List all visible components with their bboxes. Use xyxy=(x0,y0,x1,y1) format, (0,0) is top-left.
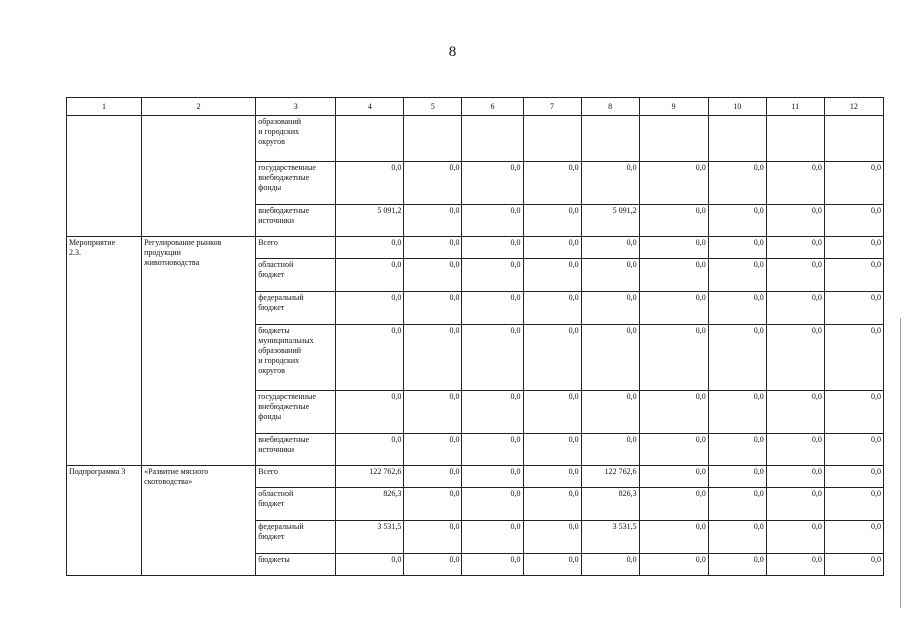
value-cell: 0,0 xyxy=(824,259,883,292)
funding-source-cell: федеральный бюджет xyxy=(256,521,336,554)
value-cell: 122 762,6 xyxy=(581,466,639,488)
value-cell: 0,0 xyxy=(404,488,462,521)
funding-source-cell: государственные внебюджетные фонды xyxy=(256,391,336,434)
value-cell: 0,0 xyxy=(824,325,883,391)
value-cell xyxy=(404,116,462,162)
value-cell: 0,0 xyxy=(523,237,581,259)
value-cell: 0,0 xyxy=(523,292,581,325)
value-cell: 0,0 xyxy=(581,391,639,434)
value-cell: 0,0 xyxy=(462,554,523,576)
value-cell: 0,0 xyxy=(523,162,581,205)
value-cell: 0,0 xyxy=(523,521,581,554)
value-cell: 0,0 xyxy=(404,237,462,259)
value-cell: 0,0 xyxy=(708,325,766,391)
column-header: 6 xyxy=(462,98,523,116)
value-cell: 0,0 xyxy=(336,554,404,576)
value-cell: 0,0 xyxy=(462,434,523,466)
value-cell: 0,0 xyxy=(336,162,404,205)
value-cell: 0,0 xyxy=(462,391,523,434)
value-cell: 0,0 xyxy=(766,237,824,259)
value-cell: 0,0 xyxy=(581,325,639,391)
value-cell: 0,0 xyxy=(639,466,708,488)
value-cell: 0,0 xyxy=(336,292,404,325)
value-cell: 0,0 xyxy=(766,488,824,521)
value-cell: 0,0 xyxy=(336,259,404,292)
value-cell: 0,0 xyxy=(639,259,708,292)
funding-source-cell: государственные внебюджетные фонды xyxy=(256,162,336,205)
value-cell: 0,0 xyxy=(523,554,581,576)
value-cell: 0,0 xyxy=(824,466,883,488)
value-cell: 0,0 xyxy=(404,391,462,434)
value-cell: 0,0 xyxy=(462,205,523,237)
value-cell xyxy=(708,116,766,162)
value-cell: 0,0 xyxy=(404,521,462,554)
value-cell: 0,0 xyxy=(639,325,708,391)
value-cell: 0,0 xyxy=(404,162,462,205)
column-header: 4 xyxy=(336,98,404,116)
funding-source-cell: бюджеты муниципальных образований и городских округов xyxy=(256,325,336,391)
value-cell: 0,0 xyxy=(766,325,824,391)
value-cell: 0,0 xyxy=(708,205,766,237)
value-cell xyxy=(766,116,824,162)
value-cell: 0,0 xyxy=(824,292,883,325)
column-header: 5 xyxy=(404,98,462,116)
value-cell: 0,0 xyxy=(462,521,523,554)
value-cell: 0,0 xyxy=(824,205,883,237)
column-header: 2 xyxy=(142,98,256,116)
value-cell: 0,0 xyxy=(581,259,639,292)
value-cell: 5 091,2 xyxy=(336,205,404,237)
budget-table xyxy=(66,97,884,576)
value-cell: 0,0 xyxy=(404,205,462,237)
program-title-cell: «Развитие мясного скотоводства» xyxy=(142,466,256,576)
value-cell: 0,0 xyxy=(824,554,883,576)
value-cell: 0,0 xyxy=(708,292,766,325)
program-title-cell xyxy=(142,116,256,237)
table-row xyxy=(67,237,884,259)
value-cell: 0,0 xyxy=(523,466,581,488)
value-cell: 0,0 xyxy=(639,521,708,554)
value-cell: 0,0 xyxy=(766,391,824,434)
value-cell: 0,0 xyxy=(523,325,581,391)
value-cell: 0,0 xyxy=(766,521,824,554)
value-cell: 0,0 xyxy=(766,466,824,488)
value-cell: 0,0 xyxy=(708,521,766,554)
value-cell: 0,0 xyxy=(708,237,766,259)
table-row xyxy=(67,466,884,488)
page-number: 8 xyxy=(448,44,457,60)
value-cell: 0,0 xyxy=(639,488,708,521)
value-cell: 826,3 xyxy=(581,488,639,521)
value-cell: 0,0 xyxy=(639,162,708,205)
value-cell: 0,0 xyxy=(639,205,708,237)
value-cell: 0,0 xyxy=(766,162,824,205)
value-cell: 0,0 xyxy=(824,391,883,434)
table-row xyxy=(67,116,884,162)
column-header: 11 xyxy=(766,98,824,116)
value-cell: 0,0 xyxy=(462,488,523,521)
value-cell: 0,0 xyxy=(581,434,639,466)
funding-source-cell: внебюджетные источники xyxy=(256,434,336,466)
column-header-row xyxy=(67,98,884,116)
column-header: 7 xyxy=(523,98,581,116)
value-cell: 0,0 xyxy=(708,391,766,434)
value-cell: 826,3 xyxy=(336,488,404,521)
scan-edge-line xyxy=(900,318,901,608)
value-cell: 0,0 xyxy=(336,237,404,259)
program-name-cell: Подпрограмма 3 xyxy=(67,466,142,576)
value-cell: 0,0 xyxy=(708,434,766,466)
value-cell: 3 531,5 xyxy=(581,521,639,554)
value-cell: 0,0 xyxy=(766,434,824,466)
value-cell: 0,0 xyxy=(462,292,523,325)
value-cell: 0,0 xyxy=(581,292,639,325)
program-name-cell: Мероприятие 2.3. xyxy=(67,237,142,466)
value-cell: 0,0 xyxy=(462,237,523,259)
value-cell: 0,0 xyxy=(404,259,462,292)
value-cell xyxy=(336,116,404,162)
program-name-cell xyxy=(67,116,142,237)
value-cell: 0,0 xyxy=(523,259,581,292)
value-cell: 0,0 xyxy=(523,434,581,466)
value-cell: 0,0 xyxy=(766,259,824,292)
value-cell: 0,0 xyxy=(708,162,766,205)
program-title-cell: Регулирование рынков продукции животноводства xyxy=(142,237,256,466)
value-cell: 0,0 xyxy=(462,325,523,391)
value-cell: 0,0 xyxy=(824,434,883,466)
value-cell: 0,0 xyxy=(708,259,766,292)
funding-source-cell: Всего xyxy=(256,237,336,259)
value-cell: 0,0 xyxy=(581,237,639,259)
value-cell: 0,0 xyxy=(824,521,883,554)
value-cell: 0,0 xyxy=(462,259,523,292)
column-header: 3 xyxy=(256,98,336,116)
value-cell: 0,0 xyxy=(766,205,824,237)
column-header: 10 xyxy=(708,98,766,116)
value-cell: 0,0 xyxy=(404,292,462,325)
value-cell: 0,0 xyxy=(639,434,708,466)
value-cell: 0,0 xyxy=(336,325,404,391)
value-cell: 0,0 xyxy=(404,466,462,488)
value-cell: 0,0 xyxy=(523,205,581,237)
column-header: 9 xyxy=(639,98,708,116)
value-cell: 0,0 xyxy=(336,434,404,466)
value-cell: 0,0 xyxy=(581,554,639,576)
funding-source-cell: внебюджетные источники xyxy=(256,205,336,237)
value-cell: 0,0 xyxy=(708,466,766,488)
value-cell: 0,0 xyxy=(639,554,708,576)
funding-source-cell: федеральный бюджет xyxy=(256,292,336,325)
value-cell: 0,0 xyxy=(523,391,581,434)
value-cell: 0,0 xyxy=(708,554,766,576)
funding-source-cell: образований и городских округов xyxy=(256,116,336,162)
value-cell: 122 762,6 xyxy=(336,466,404,488)
value-cell: 0,0 xyxy=(404,325,462,391)
value-cell: 0,0 xyxy=(824,237,883,259)
value-cell: 0,0 xyxy=(766,292,824,325)
value-cell: 0,0 xyxy=(639,237,708,259)
column-header: 8 xyxy=(581,98,639,116)
value-cell: 3 531,5 xyxy=(336,521,404,554)
value-cell: 0,0 xyxy=(404,434,462,466)
value-cell: 0,0 xyxy=(336,391,404,434)
value-cell: 0,0 xyxy=(766,554,824,576)
value-cell xyxy=(581,116,639,162)
funding-source-cell: областной бюджет xyxy=(256,259,336,292)
value-cell: 0,0 xyxy=(581,162,639,205)
value-cell: 0,0 xyxy=(462,162,523,205)
value-cell: 0,0 xyxy=(523,488,581,521)
value-cell xyxy=(639,116,708,162)
column-header: 12 xyxy=(824,98,883,116)
column-header: 1 xyxy=(67,98,142,116)
value-cell xyxy=(824,116,883,162)
value-cell: 0,0 xyxy=(824,162,883,205)
value-cell: 5 091,2 xyxy=(581,205,639,237)
value-cell xyxy=(523,116,581,162)
value-cell: 0,0 xyxy=(404,554,462,576)
value-cell: 0,0 xyxy=(639,292,708,325)
funding-source-cell: бюджеты xyxy=(256,554,336,576)
value-cell: 0,0 xyxy=(462,466,523,488)
value-cell xyxy=(462,116,523,162)
funding-source-cell: областной бюджет xyxy=(256,488,336,521)
value-cell: 0,0 xyxy=(708,488,766,521)
value-cell: 0,0 xyxy=(824,488,883,521)
value-cell: 0,0 xyxy=(639,391,708,434)
funding-source-cell: Всего xyxy=(256,466,336,488)
